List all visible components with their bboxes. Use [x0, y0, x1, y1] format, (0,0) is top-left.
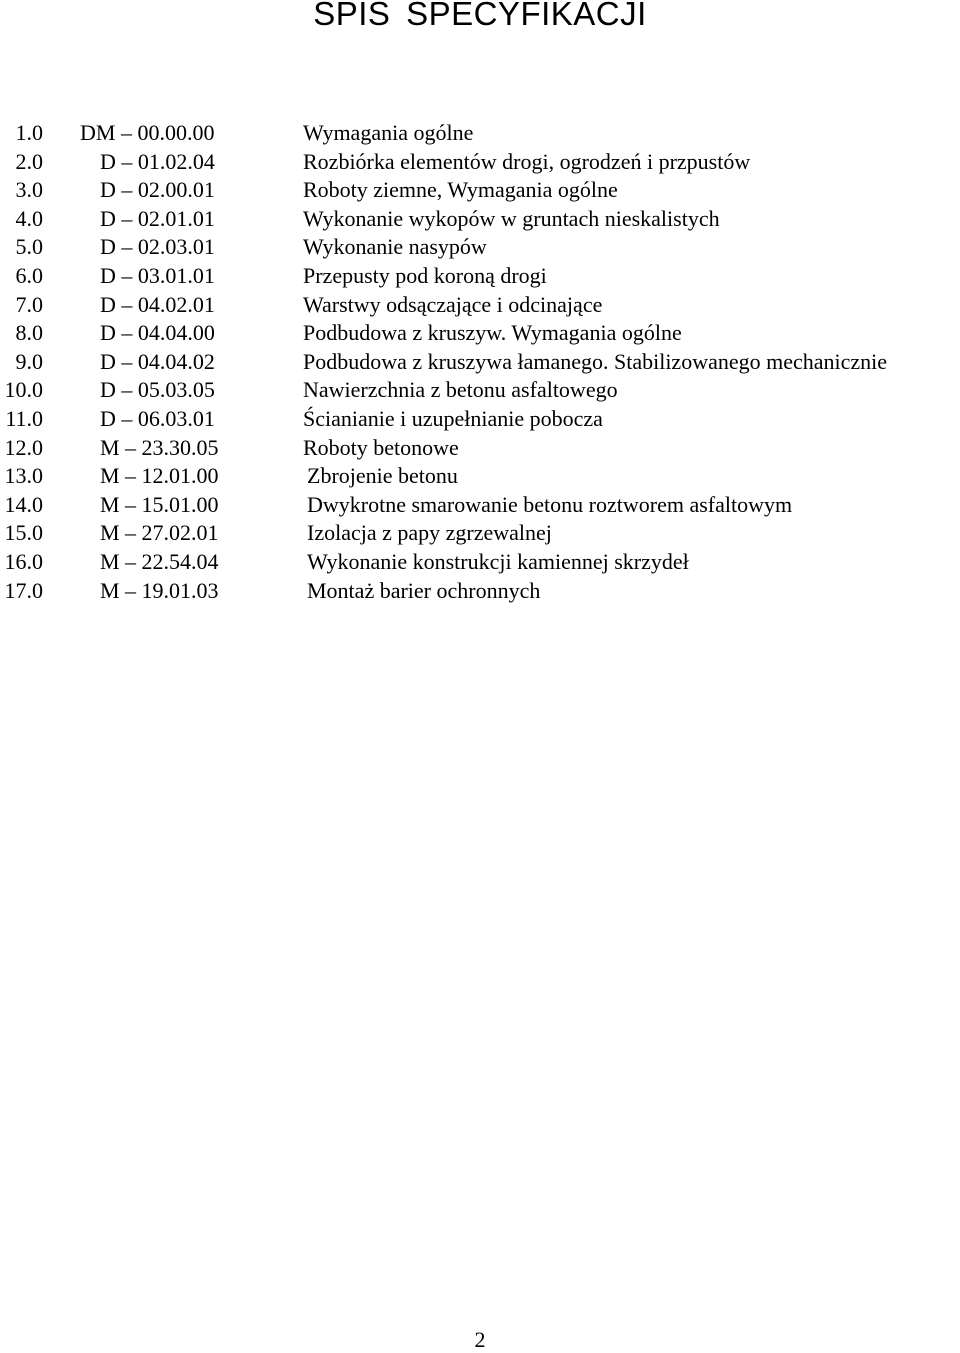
- item-title: Zbrojenie betonu: [307, 463, 458, 489]
- list-item: [0, 319, 960, 348]
- item-title: Izolacja z papy zgrzewalnej: [307, 520, 552, 546]
- item-code: M – 19.01.03: [100, 577, 219, 603]
- list-item: [0, 205, 960, 234]
- page-number: 2: [474, 1327, 486, 1352]
- item-number: 13.0: [4, 463, 43, 489]
- item-title: Wykonanie nasypów: [303, 234, 487, 260]
- item-title: Wykonanie wykopów w gruntach nieskalistych: [303, 205, 720, 231]
- item-number: 6.0: [15, 262, 43, 288]
- item-title: Nawierzchnia z betonu asfaltowego: [303, 377, 618, 403]
- item-code: M – 27.02.01: [100, 520, 219, 546]
- list-item: [0, 176, 960, 205]
- specification-list: [0, 119, 960, 605]
- item-code: D – 01.02.04: [100, 148, 215, 174]
- list-item: [0, 262, 960, 291]
- item-code: DM – 00.00.00: [80, 120, 215, 145]
- item-title: Ścianianie i uzupełnianie pobocza: [303, 405, 603, 431]
- item-number: 5.0: [15, 234, 43, 260]
- item-code: D – 04.02.01: [100, 291, 215, 317]
- item-number: 3.0: [15, 177, 43, 203]
- list-item: [0, 291, 960, 320]
- item-number: 9.0: [15, 348, 43, 374]
- item-title: Podbudowa z kruszywa łamanego. Stabilizowanego mechanicznie: [303, 348, 888, 374]
- item-number: 12.0: [4, 434, 43, 460]
- item-code: M – 15.01.00: [100, 491, 219, 517]
- item-number: 2.0: [15, 148, 43, 174]
- item-title: Warstwy odsączające i odcinające: [303, 291, 603, 317]
- item-code: D – 03.01.01: [100, 262, 215, 288]
- item-title: Montaż barier ochronnych: [307, 577, 541, 603]
- list-item: [0, 462, 960, 491]
- list-item: [0, 233, 960, 262]
- item-title: Podbudowa z kruszyw. Wymagania ogólne: [303, 320, 682, 346]
- list-item: [0, 577, 960, 606]
- list-item: [0, 434, 960, 463]
- item-title: Roboty betonowe: [303, 434, 459, 460]
- list-item: [0, 348, 960, 377]
- item-number: 16.0: [4, 548, 43, 574]
- item-number: 8.0: [15, 320, 43, 346]
- list-item: [0, 548, 960, 577]
- list-item: [0, 148, 960, 177]
- list-item: [0, 519, 960, 548]
- item-title: Rozbiórka elementów drogi, ogrodzeń i przpustów: [303, 148, 751, 174]
- list-item: [0, 491, 960, 520]
- item-code: M – 12.01.00: [100, 463, 219, 489]
- item-number: 4.0: [15, 205, 43, 231]
- item-number: 10.0: [4, 377, 43, 403]
- item-code: M – 22.54.04: [100, 548, 219, 574]
- item-title: Przepusty pod koroną drogi: [303, 262, 547, 288]
- item-number: 14.0: [4, 491, 43, 517]
- item-code: D – 02.01.01: [100, 205, 215, 231]
- item-title: Wykonanie konstrukcji kamiennej skrzydeł: [307, 548, 689, 574]
- list-item: [0, 405, 960, 434]
- item-number: 7.0: [15, 291, 43, 317]
- item-code: D – 02.03.01: [100, 234, 215, 260]
- item-number: 15.0: [4, 520, 43, 546]
- list-item: [0, 376, 960, 405]
- item-code: D – 06.03.01: [100, 405, 215, 431]
- page-title: SPIS SPECYFIKACJI: [313, 0, 647, 32]
- item-code: D – 05.03.05: [100, 377, 215, 403]
- item-code: D – 04.04.00: [100, 320, 215, 346]
- item-number: 17.0: [4, 577, 43, 603]
- item-code: D – 02.00.01: [100, 177, 215, 203]
- item-title: Dwykrotne smarowanie betonu roztworem asfaltowym: [307, 491, 793, 517]
- item-title: Wymagania ogólne: [303, 120, 474, 145]
- item-code: M – 23.30.05: [100, 434, 219, 460]
- item-number: 1.0: [15, 120, 43, 145]
- item-number: 11.0: [5, 405, 43, 431]
- item-title: Roboty ziemne, Wymagania ogólne: [303, 177, 618, 203]
- list-item: [0, 119, 960, 148]
- item-code: D – 04.04.02: [100, 348, 215, 374]
